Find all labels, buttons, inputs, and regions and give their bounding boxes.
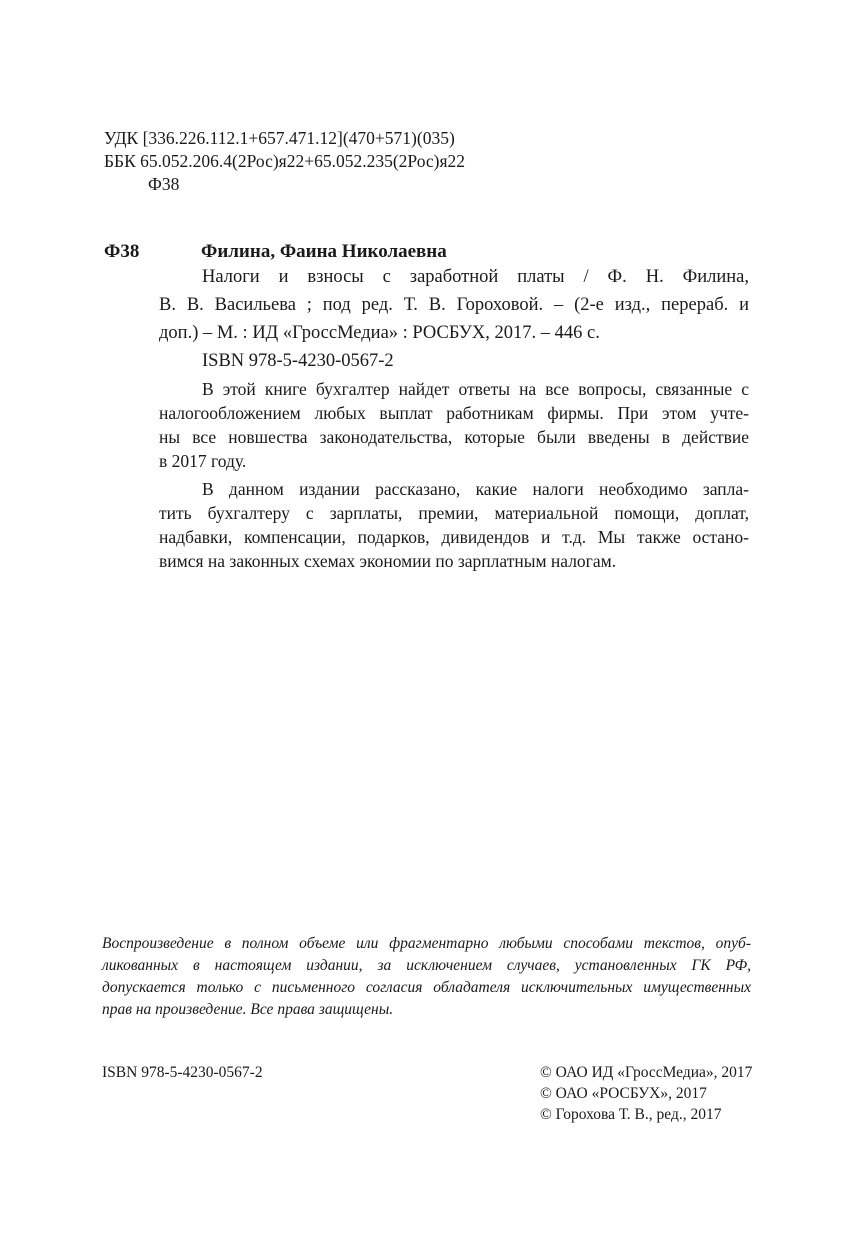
annotation-line: тить бухгалтеру с зарплаты, премии, материальной помощи, доплат, [159, 503, 749, 523]
annotation-line: В этой книге бухгалтер найдет ответы на все вопросы, связанные с [202, 379, 749, 399]
legal-line: ликованных в настоящем издании, за исключением случаев, установленных ГК РФ, [102, 957, 751, 974]
record-line: доп.) – М. : ИД «ГроссМедиа» : РОСБУХ, 2017. – 446 с. [159, 323, 600, 343]
footer-isbn: ISBN 978-5-4230-0567-2 [102, 1064, 263, 1081]
annotation [159, 377, 749, 573]
legal-notice [102, 933, 751, 1021]
annotation-line: вимся на законных схемах экономии по зарплатным налогам. [159, 551, 617, 571]
copyright-line: © ОАО «РОСБУХ», 2017 [540, 1085, 707, 1102]
annotation-line: надбавки, компенсации, подарков, дивидендов и т.д. Мы также остано- [159, 527, 749, 547]
record-isbn: ISBN 978-5-4230-0567-2 [202, 351, 394, 371]
annotation-line: в 2017 году. [159, 451, 247, 471]
legal-line: Воспроизведение в полном объеме или фрагментарно любыми способами текстов, опуб- [102, 935, 751, 952]
record-author: Филина, Фаина Николаевна [201, 241, 447, 262]
record-line: Налоги и взносы с заработной платы / Ф. Н. Филина, [202, 267, 749, 287]
bbk-index: ББК 65.052.206.4(2Рос)я22+65.052.235(2Рос)я22 [104, 151, 466, 171]
record-description [159, 263, 749, 375]
copyright-block [540, 1062, 752, 1125]
annotation-paragraph-2 [159, 477, 749, 573]
annotation-line: В данном издании рассказано, какие налоги необходимо запла- [202, 479, 749, 499]
annotation-paragraph-1 [159, 377, 749, 473]
udk-index: УДК [336.226.112.1+657.471.12](470+571)(035) [104, 128, 455, 148]
annotation-line: ны все новшества законодательства, которые были введены в действие [159, 427, 749, 447]
classification-block [104, 127, 465, 196]
legal-line: допускается только с письменного согласия обладателя исключительных имущественных [102, 979, 751, 996]
annotation-line: налогообложением любых выплат работникам фирмы. При этом учте- [159, 403, 749, 423]
copyright-line: © ОАО ИД «ГроссМедиа», 2017 [540, 1064, 753, 1081]
copyright-line: © Горохова Т. В., ред., 2017 [540, 1106, 722, 1123]
record-code: Ф38 [104, 241, 140, 262]
author-mark: Ф38 [148, 174, 180, 194]
record-line: В. В. Васильева ; под ред. Т. В. Гороховой. – (2-е изд., перераб. и [159, 295, 749, 315]
legal-line: прав на произведение. Все права защищены. [102, 1001, 394, 1018]
